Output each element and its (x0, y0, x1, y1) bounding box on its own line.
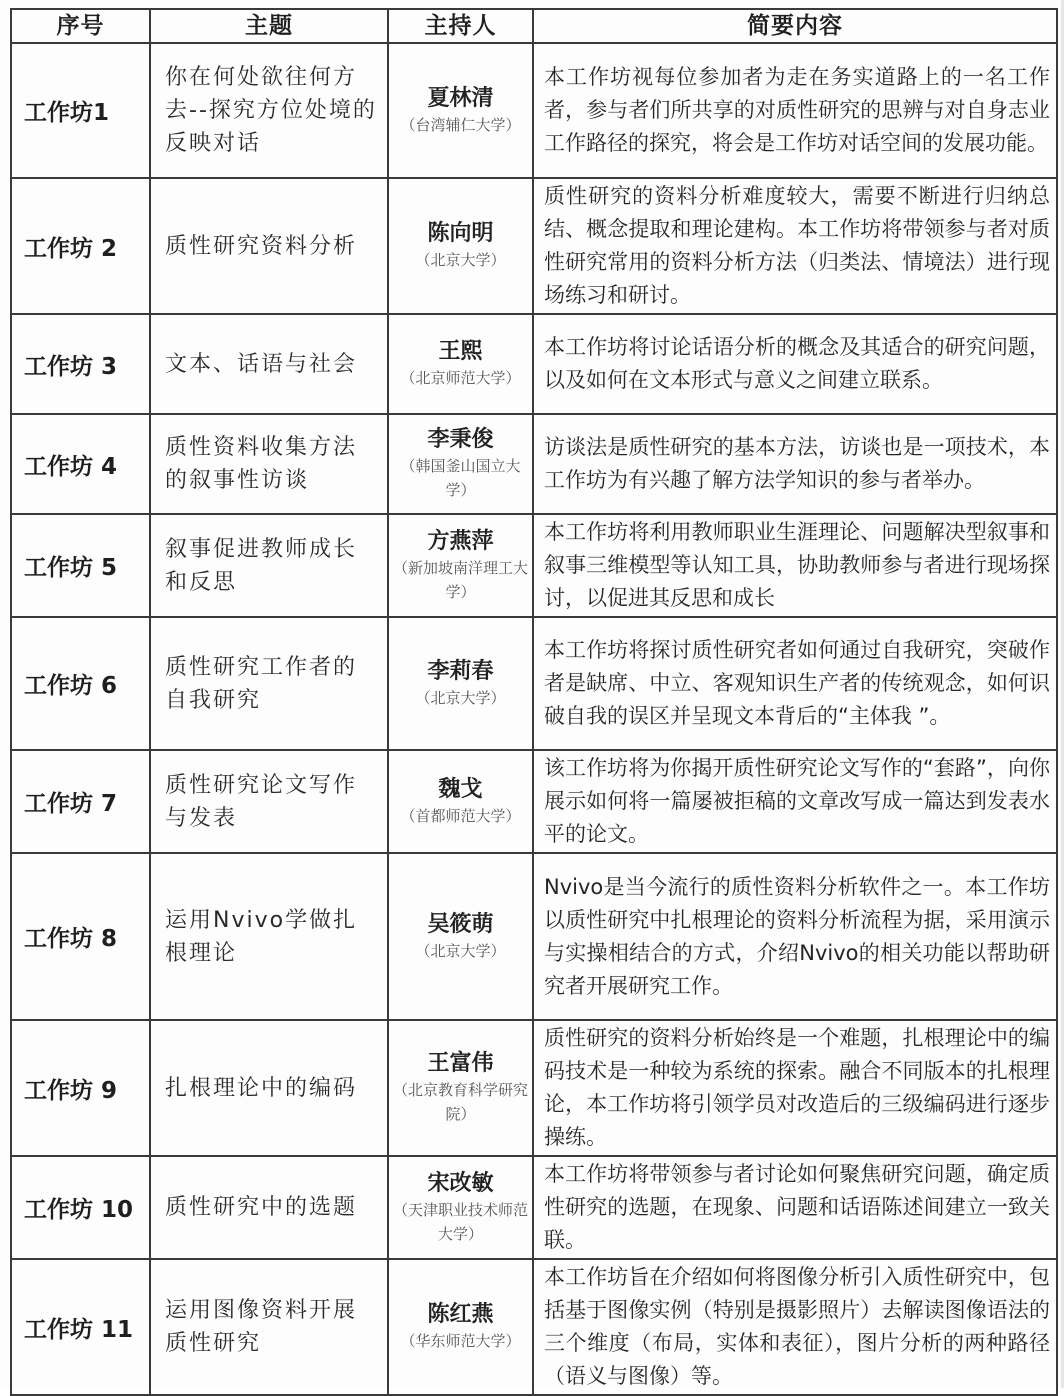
row-description: 该工作坊将为你揭开质性研究论文写作的“套路”，向你展示如何将一篇屡被拒稿的文章改写成一篇达到发表水平的论文。 (533, 750, 1057, 853)
host-name: 方燕萍 (427, 528, 494, 554)
host-affiliation: （北京大学） (415, 941, 506, 960)
row-topic: 质性研究工作者的自我研究 (150, 617, 388, 750)
row-description: 本工作坊将探讨质性研究者如何通过自我研究，突破作者是缺席、中立、客观知识生产者的传统观念，如何识破自我的误区并呈现文本背后的“主体我 ”。 (533, 617, 1057, 750)
host-name: 宋改敏 (427, 1170, 494, 1196)
row-seq: 工作坊 6 (11, 617, 150, 750)
row-topic: 你在何处欲往何方去--探究方位处境的反映对话 (150, 43, 388, 178)
row-description: 本工作坊旨在介绍如何将图像分析引入质性研究中，包括基于图像实例（特别是摄影照片）去解读图像语法的三个维度（布局，实体和表征），图片分析的两种路径（语义与图像）等。 (533, 1259, 1057, 1395)
host-affiliation: （北京教育科学研究院） (393, 1081, 529, 1123)
row-topic: 叙事促进教师成长和反思 (150, 514, 388, 617)
table-header-row (11, 9, 1057, 43)
table-row (11, 514, 1057, 617)
row-topic: 文本、话语与社会 (150, 314, 388, 414)
host-affiliation: （北京大学） (415, 688, 506, 707)
table-row (11, 853, 1057, 1020)
row-host (388, 750, 533, 853)
row-description: 质性研究的资料分析始终是一个难题，扎根理论中的编码技术是一种较为系统的探索。融合不同版本的扎根理论，本工作坊将引领学员对改造后的三级编码进行逐步操练。 (533, 1020, 1057, 1156)
header-host: 主持人 (388, 9, 533, 43)
table-row (11, 750, 1057, 853)
row-host (388, 1259, 533, 1395)
host-affiliation: （台湾辅仁大学） (400, 115, 521, 134)
row-topic: 质性研究中的选题 (150, 1156, 388, 1259)
row-host (388, 43, 533, 178)
row-seq: 工作坊 9 (11, 1020, 150, 1156)
workshop-table (10, 8, 1058, 1396)
table-row (11, 1156, 1057, 1259)
row-topic: 质性资料收集方法的叙事性访谈 (150, 414, 388, 514)
host-name: 陈红燕 (427, 1302, 494, 1327)
host-name: 魏戈 (438, 776, 483, 802)
table-row (11, 1020, 1057, 1156)
row-seq: 工作坊 5 (11, 514, 150, 617)
host-affiliation: （天津职业技术师范大学） (393, 1200, 529, 1243)
row-topic: 扎根理论中的编码 (150, 1020, 388, 1156)
row-seq: 工作坊 8 (11, 853, 150, 1020)
row-topic: 运用Nvivo学做扎根理论 (150, 853, 388, 1020)
table-row (11, 1259, 1057, 1395)
header-seq: 序号 (11, 9, 150, 43)
header-desc: 简要内容 (533, 9, 1057, 43)
row-seq: 工作坊 3 (11, 314, 150, 414)
row-host (388, 414, 533, 514)
host-affiliation: （北京师范大学） (400, 369, 521, 387)
host-affiliation: （首都师范大学） (400, 806, 521, 825)
host-name: 李秉俊 (427, 427, 494, 452)
row-host (388, 1020, 533, 1156)
row-seq: 工作坊1 (11, 43, 150, 178)
host-affiliation: （华东师范大学） (400, 1332, 521, 1350)
host-name: 陈向明 (427, 221, 494, 246)
host-affiliation: （北京大学） (415, 251, 506, 269)
row-host (388, 853, 533, 1020)
row-topic: 质性研究资料分析 (150, 178, 388, 314)
table-row (11, 43, 1057, 178)
row-host (388, 314, 533, 414)
table-row (11, 414, 1057, 514)
row-description: 本工作坊将带领参与者讨论如何聚焦研究问题，确定质性研究的选题，在现象、问题和话语陈述间建立一致关联。 (533, 1156, 1057, 1259)
header-topic: 主题 (150, 9, 388, 43)
row-seq: 工作坊 2 (11, 178, 150, 314)
host-affiliation: （韩国釜山国立大学） (400, 457, 521, 499)
table-row (11, 178, 1057, 314)
row-description: 本工作坊将利用教师职业生涯理论、问题解决型叙事和叙事三维模型等认知工具，协助教师参与者进行现场探讨，以促进其反思和成长 (533, 514, 1057, 617)
row-topic: 质性研究论文写作与发表 (150, 750, 388, 853)
row-seq: 工作坊 4 (11, 414, 150, 514)
host-name: 夏林清 (427, 85, 494, 111)
host-affiliation: （新加坡南洋理工大学） (393, 558, 529, 601)
row-seq: 工作坊 10 (11, 1156, 150, 1259)
row-seq: 工作坊 11 (11, 1259, 150, 1395)
row-description: 质性研究的资料分析难度较大，需要不断进行归纳总结、概念提取和理论建构。本工作坊将带领参与者对质性研究常用的资料分析方法（归类法、情境法）进行现场练习和研讨。 (533, 178, 1057, 314)
table-row (11, 617, 1057, 750)
host-name: 王富伟 (427, 1051, 494, 1076)
row-host (388, 178, 533, 314)
host-name: 李莉春 (427, 658, 494, 684)
row-host (388, 617, 533, 750)
host-name: 吴筱萌 (427, 911, 494, 937)
row-host (388, 1156, 533, 1259)
row-topic: 运用图像资料开展质性研究 (150, 1259, 388, 1395)
host-name: 王熙 (438, 339, 483, 364)
row-host (388, 514, 533, 617)
row-seq: 工作坊 7 (11, 750, 150, 853)
row-description: 访谈法是质性研究的基本方法，访谈也是一项技术，本工作坊为有兴趣了解方法学知识的参与者举办。 (533, 414, 1057, 514)
row-description: Nvivo是当今流行的质性资料分析软件之一。本工作坊以质性研究中扎根理论的资料分析流程为据，采用演示与实操相结合的方式，介绍Nvivo的相关功能以帮助研究者开展研究工作。 (533, 853, 1057, 1020)
row-description: 本工作坊视每位参加者为走在务实道路上的一名工作者，参与者们所共享的对质性研究的思辨与对自身志业工作路径的探究，将会是工作坊对话空间的发展功能。 (533, 43, 1057, 178)
row-description: 本工作坊将讨论话语分析的概念及其适合的研究问题，以及如何在文本形式与意义之间建立联系。 (533, 314, 1057, 414)
table-row (11, 314, 1057, 414)
